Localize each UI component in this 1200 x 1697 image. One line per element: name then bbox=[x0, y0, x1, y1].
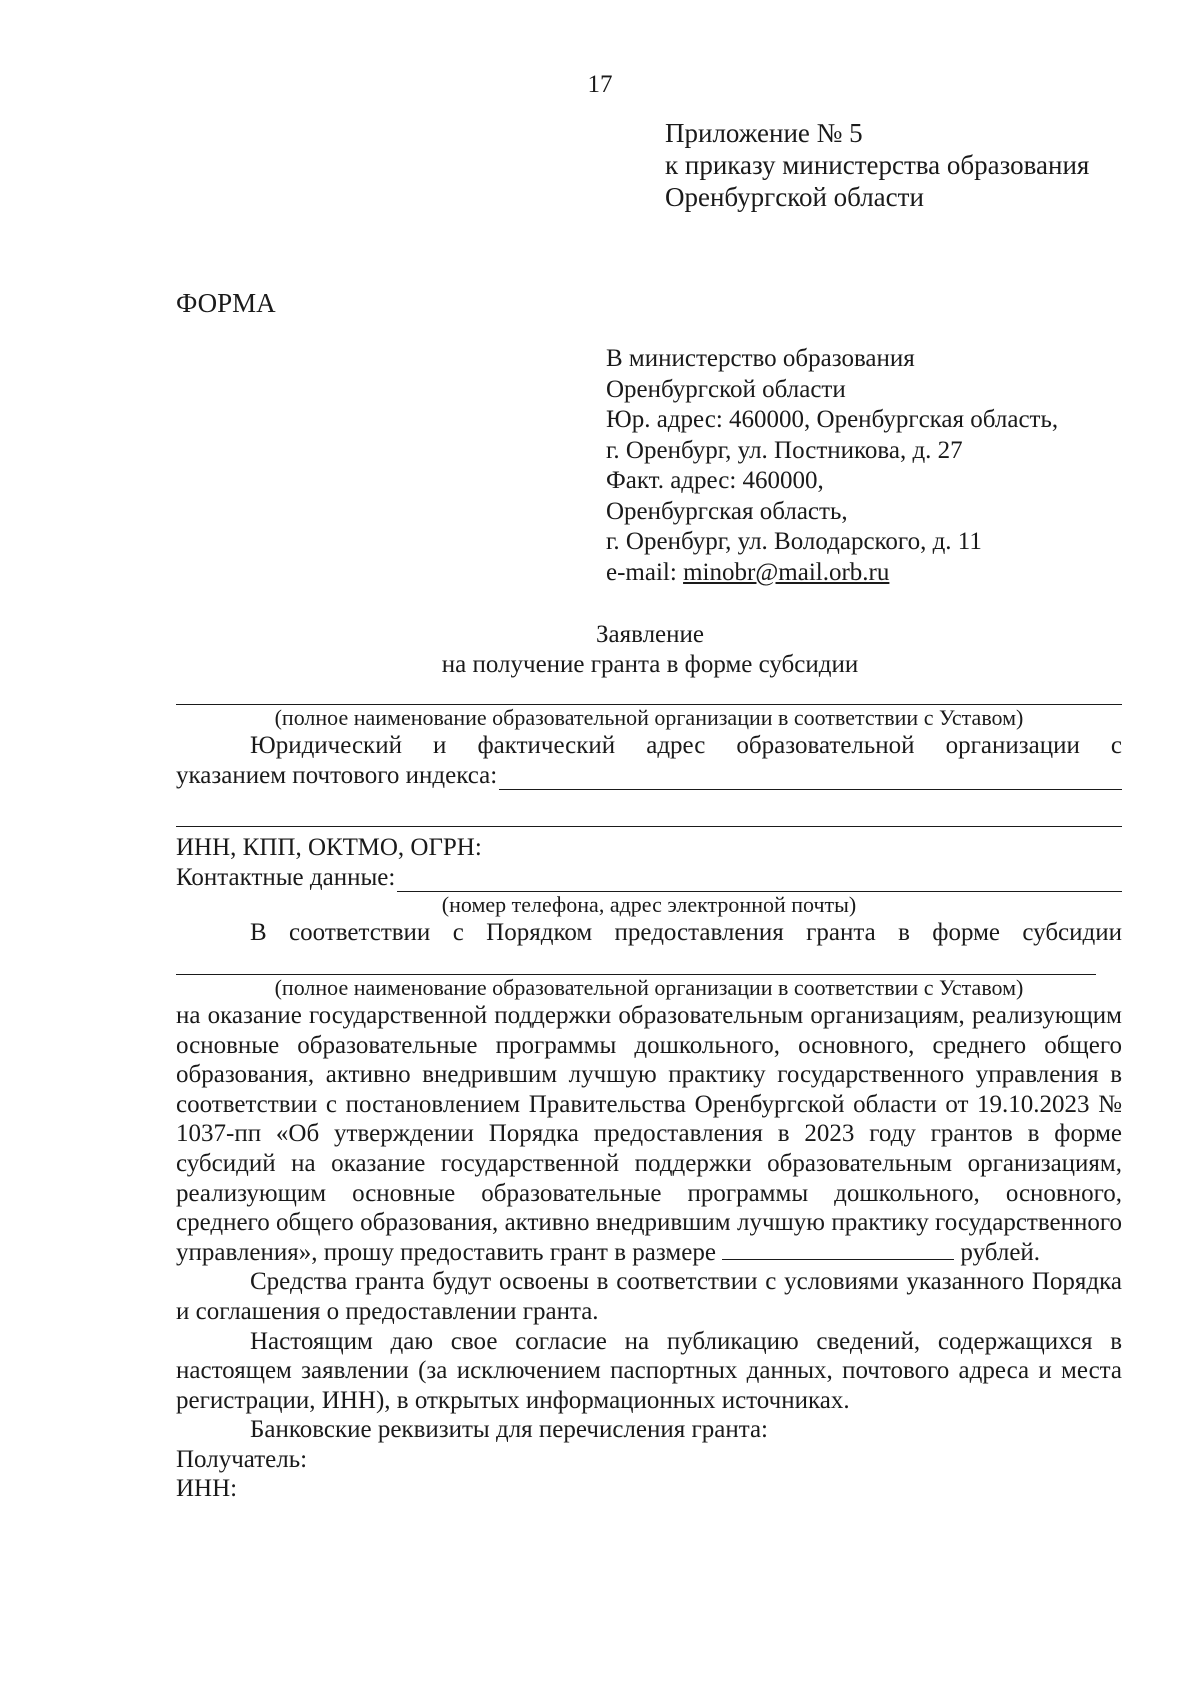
inn-kpp-label: ИНН, КПП, ОКТМО, ОГРН: bbox=[176, 834, 482, 862]
grant-amount-blank bbox=[722, 1239, 954, 1260]
appendix-region: Оренбургской области bbox=[665, 182, 924, 212]
appendix-header bbox=[665, 117, 1089, 213]
document-body bbox=[176, 678, 1122, 1504]
funds-paragraph: Средства гранта будут освоены в соответствии с условиями указанного Порядка и соглашения о предоставлении гранта. bbox=[176, 1268, 1122, 1325]
email-label: e-mail: bbox=[606, 558, 684, 586]
appendix-number: Приложение № 5 bbox=[665, 118, 863, 148]
address-fill-line-2 bbox=[176, 790, 1122, 827]
org-name-hint: (полное наименование образовательной организации в соответствии с Уставом) bbox=[274, 705, 1024, 730]
according-line: В соответствии с Порядком предоставления гранта в форме субсидии bbox=[250, 919, 1122, 947]
addressee-block bbox=[606, 344, 1058, 588]
addressee-legal-address: Юр. адрес: 460000, Оренбургская область, bbox=[606, 406, 1059, 433]
title-line-1: Заявление bbox=[595, 621, 705, 648]
contacts-fill-line bbox=[397, 869, 1122, 892]
address-para-line-2 bbox=[176, 761, 1122, 791]
contacts-label: Контактные данные: bbox=[176, 863, 396, 891]
addressee-legal-address-street: г. Оренбург, ул. Постникова, д. 27 bbox=[606, 436, 963, 464]
org-name-fill-line-2 bbox=[176, 948, 1096, 975]
addressee-actual-address-street: г. Оренбург, ул. Володарского, д. 11 bbox=[606, 528, 982, 555]
form-label: ФОРМА bbox=[176, 288, 276, 318]
address-para-line-1: Юридический и фактический адрес образовательной организации с bbox=[250, 732, 1122, 759]
email-link[interactable]: minobr@mail.orb.ru bbox=[683, 558, 890, 586]
main-paragraph-text: на оказание государственной поддержки образовательным организациям, реализующим основные образовательные программы дошкольного, основного, среднего общего образования, активно внедрившим лучшую практику государственного управления в соответствии с постановлением Правительства Оренбургской области от 19.10.2023 № 1037-пп «Об утверждении Порядка предоставления в 2023 году грантов в форме субсидий на оказание государственной поддержки образовательным организациям, реализующим основные образовательные программы дошкольного, основного, среднего общего образования, активно внедрившим лучшую практику государственного управления», прошу предоставить грант в размере bbox=[176, 1001, 1122, 1266]
consent-paragraph: Настоящим даю свое согласие на публикацию сведений, содержащихся в настоящем заявлении (за исключением паспортных данных, почтового адреса и места регистрации, ИНН), в открытых информационных источниках. bbox=[176, 1327, 1122, 1414]
postal-index-label: указанием почтового индекса: bbox=[176, 761, 498, 789]
main-paragraph bbox=[176, 1001, 1122, 1267]
addressee-line: В министерство образования bbox=[606, 345, 915, 372]
address-fill-line bbox=[499, 767, 1122, 790]
recipient-label: Получатель: bbox=[176, 1445, 308, 1473]
addressee-actual-address-region: Оренбургская область, bbox=[606, 497, 848, 525]
org-name-hint-2: (полное наименование образовательной организации в соответствии с Уставом) bbox=[274, 974, 1024, 1000]
contacts-hint: (номер телефона, адрес электронной почты) bbox=[441, 892, 857, 918]
document-title bbox=[0, 620, 1200, 680]
page-number: 17 bbox=[587, 71, 613, 98]
title-line-2: на получение гранта в форме субсидии bbox=[441, 651, 859, 678]
contacts-row bbox=[176, 863, 1122, 893]
addressee-actual-address: Факт. адрес: 460000, bbox=[606, 467, 824, 494]
org-name-fill-line bbox=[176, 678, 1122, 705]
addressee-email-row bbox=[606, 558, 1058, 589]
addressee-line: Оренбургской области bbox=[606, 375, 846, 403]
rubles-label: рублей. bbox=[960, 1238, 1041, 1266]
bank-details-label: Банковские реквизиты для перечисления гранта: bbox=[250, 1416, 769, 1444]
inn-label: ИНН: bbox=[176, 1475, 238, 1503]
appendix-order-ref: к приказу министерства образования bbox=[665, 150, 1090, 180]
